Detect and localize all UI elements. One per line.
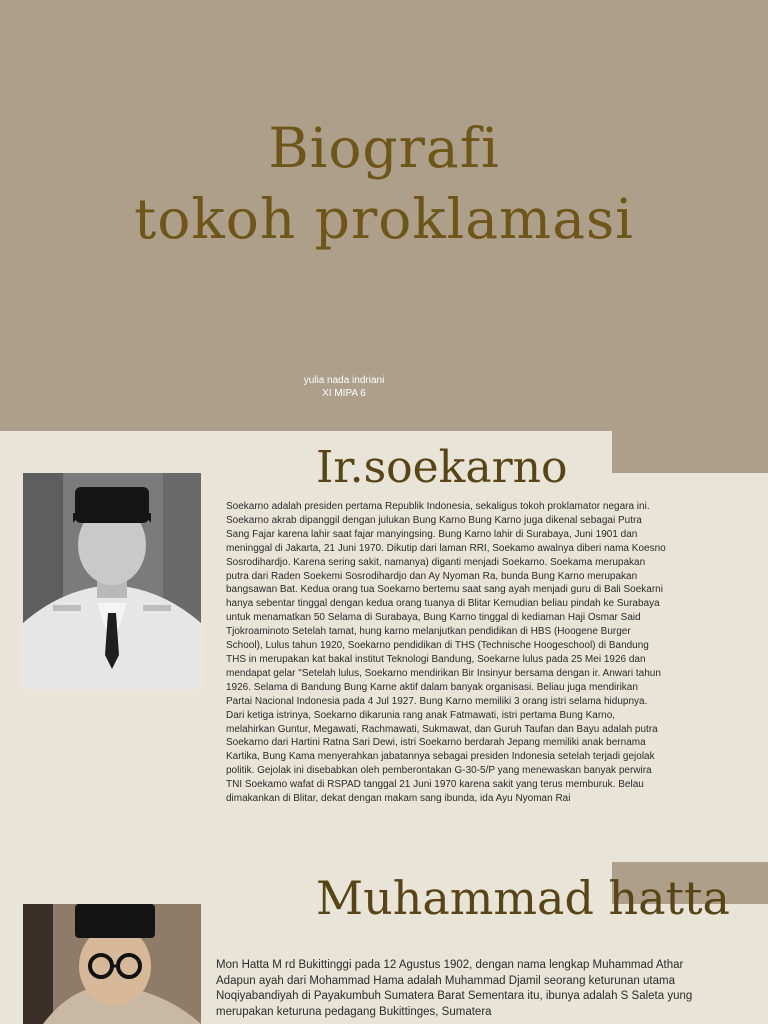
hatta-photo [23,904,201,1024]
decorative-tab [612,431,768,473]
soekarno-biography-text: Soekarno adalah presiden pertama Republik Indonesia, sekaligus tokoh proklamator negara ini. Soekarno akrab dipanggil dengan julukan Bung Karno Bung Karno juga dikenal sebagai Putra Sang Fajar karena lahir saat fajar manyingsing. Bung Karno lahir di Surabaya, Juni 1901 dan meninggal di Jakarta, 21 Juni 1970. Dikutip dari laman RRI, Soekamo awalnya diberi nama Koesno Sosrodihardjo. Karena sering sakit, namanya) diganti menjadi Soekarno. Soekama merupakan putra dari Raden Soekemi Sosrodihardjo dan Ay Nyoman Ra, bunda Bung Karno merupakan bangsawan Bat. Kedua orang tua Soekarno bertemu saat sang ayah menjadi guru di Bali Soekarni hanya sebentar tinggal dengan kedua orang tuanya di Blitar Kemudian beliau pindah ke Surabaya untuk menamatkan 50 Selama di Surabaya, Bung Karno tinggal di kediaman Haji Osmar Said Tjokroaminoto Setelah tamat, hung karno melanjutkan pendidikan di HBS (Hoogene Burger School), Lulus tahun 1920, Soekarno pendidikan di THS (Technische Hoogeschool) di Bandung THS in merupakan kat bakal institut Teknologi Bandung, Soekarne lulus pada 25 Mei 1926 dan mendapat gelar "Setelah lulus, Soekarno mendirikan Bir Insinyur bersama dengan ir. Anwari tahun 1926. Selama di Bandung Bung Karne aktif dalam banyak organisasi. Beliau juga mendirikan Partai Nacional Indonesia pada 4 Jul 1927. Bung Karno memiliki 3 orang istri selama hidupnya. Dari ketiga istrinya, Soekarno dikarunia rang anak Fatmawati, istri pertama Bung Karno, melahirkan Guntur, Megawati, Rachmawati, Sukmawat, dan Guruh Taufan dan Bayu adalah putra Soekarno dari Hartini Ratna Sari Dewi, istri Soekarno berdarah Jepang memiliki anak bernama Kartika, Bung Kama menyerahkan jabatannya sebagai presiden Indonesia setelah terjadi gejolak politik. Gejolak ini disebabkan oleh pemberontakan G-30-5/P yang menewaskan banyak perwira TNI Soekamo wafat di RSPAD tanggal 21 Juni 1970 karena sakit yang terus memburuk. Belau dimakankan di Blitar, dekat dengan makam sang ibunda, ida Ayu Nyoman Rai [226,501,666,805]
soekarno-photo [23,473,201,689]
hatta-biography-text: Mon Hatta M rd Bukittinggi pada 12 Agustus 1902, dengan nama lengkap Muhammad Athar Adapun ayah dari Mohammad Hama adalah Muhammad Djamil seorang keturunan utama Noqiyabandiyah di Payakumbuh Sumatera Barat Sementara itu, ibunya adalah S Saleta yung merupakan keturuna pedagang Bukittinges, Sumatera [216,959,693,1018]
author-name: yulia nada indriani [303,375,385,386]
author-class: XI MIPA 6 [322,388,366,399]
cover-title-line1: Biografi [268,116,500,180]
cover-title-line2: tokoh proklamasi [134,187,634,251]
soekarno-portrait-illustration [23,473,201,689]
hatta-portrait-illustration [23,904,201,1024]
cover-panel [0,0,768,431]
section-title-hatta: Muhammad hatta [316,871,730,925]
section-title-soekarno: Ir.soekarno [316,442,568,493]
